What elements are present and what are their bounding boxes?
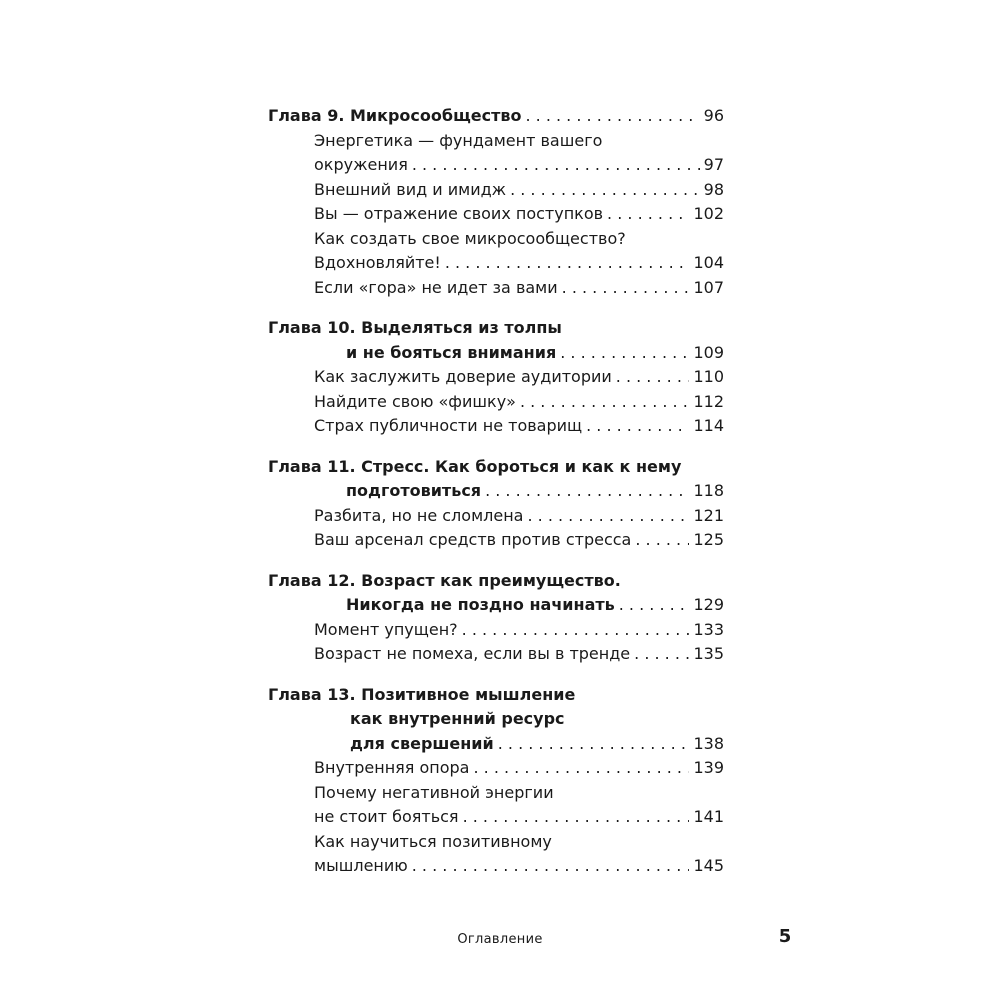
section-entry-line[interactable] <box>314 202 724 227</box>
section-entry-line[interactable] <box>314 414 724 439</box>
section-entry-line[interactable] <box>314 153 724 178</box>
section-entry-line[interactable] <box>314 365 724 390</box>
section-entry-line[interactable] <box>314 830 724 855</box>
chapter-heading-line[interactable] <box>268 569 724 594</box>
section-title: Если «гора» не идет за вами <box>314 277 558 297</box>
dot-leader <box>510 178 700 203</box>
toc-page-number: 125 <box>693 530 724 549</box>
section-title: Энергетика — фундамент вашего <box>314 130 603 150</box>
section-entry-line[interactable] <box>314 854 724 879</box>
section-entry-line[interactable] <box>314 528 724 553</box>
section-title: мышлению <box>314 856 408 875</box>
chapter-title: подготовиться <box>346 481 482 500</box>
section-title: Возраст не помеха, если вы в тренде <box>314 644 631 663</box>
chapter-heading-line[interactable] <box>346 341 724 366</box>
toc-page-number: 98 <box>703 179 724 199</box>
section-entry-line[interactable] <box>314 781 724 806</box>
dot-leader <box>485 479 689 504</box>
dot-leader <box>616 365 690 390</box>
chapter-title: Глава 11. Стресс. Как бороться и как к нему <box>268 456 682 476</box>
section-entry-line[interactable] <box>314 504 724 529</box>
toc-page-number: 96 <box>703 106 724 125</box>
section-title: Почему негативной энергии <box>314 782 554 802</box>
chapter-heading-line[interactable] <box>268 455 724 480</box>
chapter-title: для свершений <box>350 733 494 753</box>
dot-leader <box>560 341 689 366</box>
toc-page-number: 135 <box>693 644 724 663</box>
section-title: Как создать свое микросообщество? <box>314 228 626 248</box>
chapter-heading-line[interactable] <box>268 683 724 708</box>
toc-page-number: 104 <box>693 253 724 272</box>
toc-page-number: 109 <box>693 342 724 362</box>
section-title: Страх публичности не товарищ <box>314 416 583 435</box>
section-entry-line[interactable] <box>314 390 724 415</box>
toc-page-number: 102 <box>693 204 724 223</box>
section-entry-line[interactable] <box>314 227 724 252</box>
section-entry-line[interactable] <box>314 276 724 301</box>
toc-page-number: 114 <box>693 416 724 435</box>
section-title: Разбита, но не сломлена <box>314 505 524 525</box>
dot-leader <box>527 504 689 529</box>
toc-chapter <box>268 104 724 300</box>
toc-page-number: 97 <box>703 155 724 174</box>
chapter-heading-line[interactable] <box>268 104 724 129</box>
dot-leader <box>619 593 690 618</box>
section-entry-line[interactable] <box>314 129 724 154</box>
chapter-title: Глава 12. Возраст как преимущество. <box>268 570 621 590</box>
toc-page-number: 133 <box>693 619 724 639</box>
page-number: 5 <box>778 926 792 947</box>
dot-leader <box>634 642 689 667</box>
chapter-heading-line[interactable] <box>346 593 724 618</box>
chapter-title: и не бояться внимания <box>346 342 557 362</box>
dot-leader <box>607 202 689 227</box>
toc-page-number: 110 <box>693 367 724 386</box>
section-title: не стоит бояться <box>314 807 459 826</box>
dot-leader <box>412 153 700 178</box>
running-footer-title: Оглавление <box>457 932 543 947</box>
section-entry-line[interactable] <box>314 805 724 830</box>
dot-leader <box>586 414 689 439</box>
chapter-title: Глава 9. Микросообщество <box>268 106 522 125</box>
toc-page-number: 129 <box>693 595 724 614</box>
toc-chapter <box>268 316 724 439</box>
section-title: Внутренняя опора <box>314 758 470 777</box>
chapter-title: как внутренний ресурс <box>350 709 565 728</box>
dot-leader <box>525 104 699 129</box>
dot-leader <box>562 276 690 301</box>
toc-page-number: 139 <box>693 758 724 777</box>
section-entry-line[interactable] <box>314 178 724 203</box>
toc-page-number: 141 <box>693 807 724 826</box>
section-title: Вдохновляйте! <box>314 253 441 272</box>
toc-chapter <box>268 683 724 879</box>
dot-leader <box>445 251 690 276</box>
chapter-heading-line[interactable] <box>350 707 724 732</box>
section-title: Как заслужить доверие аудитории <box>314 367 612 386</box>
section-title: Ваш арсенал средств против стресса <box>314 530 632 549</box>
chapter-title: Глава 10. Выделяться из толпы <box>268 318 562 337</box>
dot-leader <box>635 528 689 553</box>
dot-leader <box>473 756 689 781</box>
toc-chapter <box>268 455 724 553</box>
chapter-title: Глава 13. Позитивное мышление <box>268 684 576 704</box>
section-title: Как научиться позитивному <box>314 831 552 851</box>
section-entry-line[interactable] <box>314 618 724 643</box>
dot-leader <box>462 618 690 643</box>
toc-page-number: 138 <box>693 733 724 753</box>
chapter-title: Никогда не поздно начинать <box>346 595 615 614</box>
section-title: Внешний вид и имидж <box>314 179 507 199</box>
section-entry-line[interactable] <box>314 756 724 781</box>
toc-chapter <box>268 569 724 667</box>
dot-leader <box>412 854 690 879</box>
chapter-heading-line[interactable] <box>346 479 724 504</box>
section-title: Найдите свою «фишку» <box>314 391 516 411</box>
dot-leader <box>520 390 690 415</box>
toc-page-number: 112 <box>693 391 724 411</box>
section-title: окружения <box>314 155 408 174</box>
dot-leader <box>463 805 690 830</box>
toc-page-number: 121 <box>693 505 724 525</box>
toc-page-number: 107 <box>693 277 724 297</box>
table-of-contents <box>268 104 724 895</box>
toc-page-number: 145 <box>693 856 724 875</box>
section-title: Момент упущен? <box>314 619 458 639</box>
dot-leader <box>498 732 690 757</box>
chapter-heading-line[interactable] <box>268 316 724 341</box>
section-title: Вы — отражение своих поступков <box>314 204 604 223</box>
section-entry-line[interactable] <box>314 251 724 276</box>
section-entry-line[interactable] <box>314 642 724 667</box>
chapter-heading-line[interactable] <box>350 732 724 757</box>
toc-page-number: 118 <box>693 481 724 500</box>
